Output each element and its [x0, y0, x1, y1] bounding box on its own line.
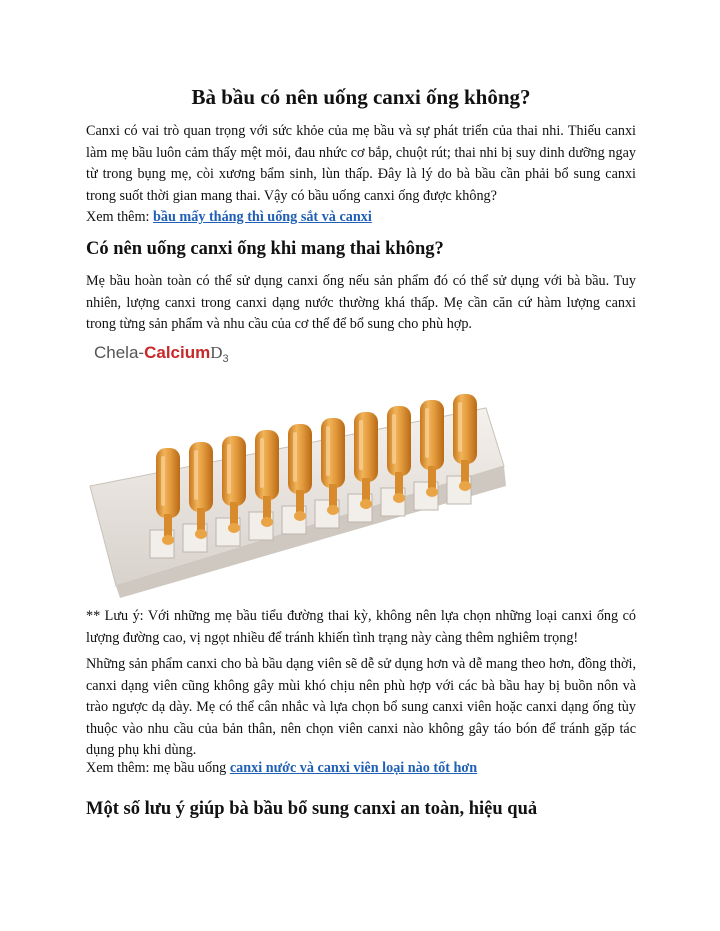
see-also-2-link[interactable]: canxi nước và canxi viên loại nào tốt hơn [229, 760, 478, 776]
see-also-1 [86, 207, 636, 229]
note-paragraph: ** Lưu ý: Với những mẹ bầu tiểu đường thai kỳ, không nên lựa chọn những loại canxi ống có lượng đường cao, vị ngọt nhiều để tránh khiến tình trạng này càng thêm nghiêm trọng! [86, 608, 636, 646]
see-also-2 [86, 758, 636, 780]
product-image [86, 336, 510, 598]
brand-prefix: Chela- [94, 343, 145, 362]
brand-suffix: D [210, 343, 223, 362]
brand-sub: 3 [222, 353, 229, 365]
section-1-paragraph: Mẹ bầu hoàn toàn có thể sử dụng canxi ống nếu sản phẩm đó có thể sử dụng với bà bầu. Tuy nhiên, lượng canxi trong canxi dạng nước thường khá thấp. Mẹ cần căn cứ hàm lượng canxi trong từng sản phẩm và nhu cầu của cơ thể để bổ sung cho phù hợp. [86, 273, 636, 333]
page-title: Bà bầu có nên uống canxi ống không? [191, 85, 531, 109]
see-also-2-label: Xem thêm: mẹ bầu uống [86, 760, 230, 776]
brand-main: Calcium [144, 343, 211, 362]
section-heading-1: Có nên uống canxi ống khi mang thai không? [86, 239, 444, 259]
section-1-paragraph-2: Những sản phẩm canxi cho bà bầu dạng viên sẽ dễ sử dụng hơn và dễ mang theo hơn, đồng thời, canxi dạng viên cũng không gây mùi khó chịu nên phù hợp với các bà bầu hay bị buồn nôn và trào ngược dạ dày. Mẹ có thể cân nhắc và lựa chọn bổ sung canxi viên hoặc canxi dạng ống tùy thuộc vào nhu cầu của bản thân, nên chọn viên canxi nào không gây táo bón để tránh gặp tác dụng phụ khi dùng. [86, 656, 636, 759]
intro-paragraph: Canxi có vai trò quan trọng với sức khỏe của mẹ bầu và sự phát triển của thai nhi. Thiếu canxi làm mẹ bầu luôn cảm thấy mệt mỏi, đau nhức cơ bắp, chuột rút; thai nhi bị suy dinh dưỡng ngay từ trong bụng mẹ, còi xương bẩm sinh, lùn thấp. Đây là lý do bà bầu cần phải bổ sung canxi trong suốt thời gian mang thai. Vậy có bầu uống canxi ống được không? [86, 123, 636, 204]
brand-label [94, 343, 229, 365]
section-heading-2: Một số lưu ý giúp bà bầu bổ sung canxi an toàn, hiệu quả [86, 799, 538, 819]
see-also-1-label: Xem thêm: [86, 209, 153, 225]
see-also-1-link[interactable]: bầu mấy tháng thì uống sắt và canxi [152, 209, 372, 225]
